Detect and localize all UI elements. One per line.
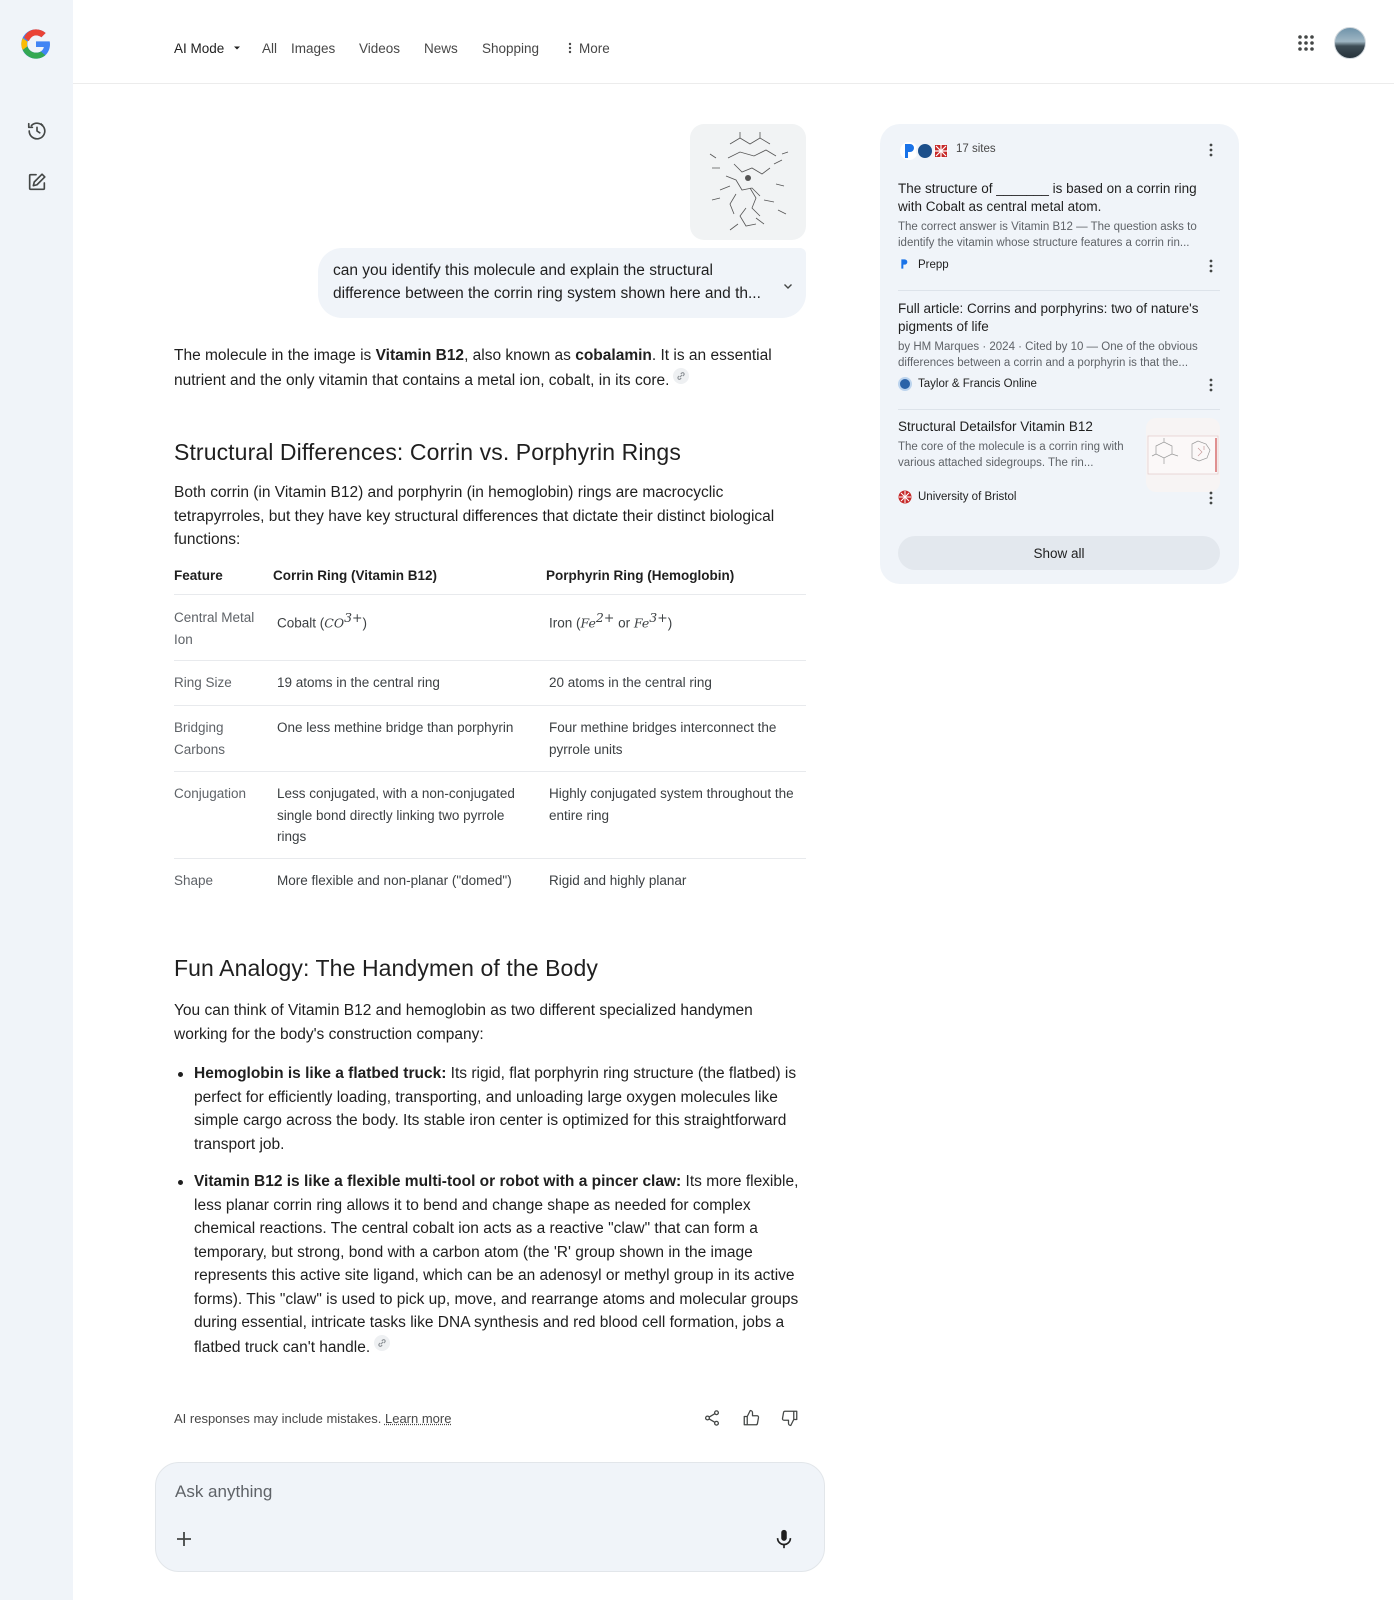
structural-paragraph: Both corrin (in Vitamin B12) and porphyrin (in hemoglobin) rings are macrocyclic tetrapyrroles, but they have key structural differences that dictate their distinct biological functions:: [174, 484, 775, 548]
ai-disclaimer: [174, 1411, 451, 1426]
source-more-icon[interactable]: [1203, 490, 1219, 506]
prepp-small-icon: [898, 258, 910, 270]
cell-text: ): [362, 615, 368, 631]
sources-more-icon[interactable]: [1203, 142, 1219, 158]
tab-all[interactable]: All: [262, 41, 278, 56]
citation-link-icon[interactable]: [374, 1335, 390, 1351]
source-snippet: The correct answer is Vitamin B12 — The question asks to identify the vitamin whose structure features a corrin rin...: [898, 221, 1197, 249]
cell-text: Iron (: [549, 615, 581, 631]
bullet-text: Its rigid, flat porphyrin ring structure (the flatbed) is perfect for efficiently loading, transporting, and unloading large oxygen molecules like simple cargo across the body. Its stable iron center is optimized for this straightforward transport job.: [194, 1065, 797, 1153]
source-snippet: by HM Marques · 2024 · Cited by 10 — One of the obvious differences between a corrin and a porphyrin is that the...: [898, 341, 1198, 369]
show-all-button[interactable]: Show all: [898, 536, 1220, 570]
source-title[interactable]: The structure of _______ is based on a corrin ring with Cobalt as central metal atom.: [898, 181, 1197, 214]
table-cell-porphyrin: Highly conjugated system throughout the entire ring: [549, 786, 794, 823]
bristol-favicon-icon: [932, 142, 950, 160]
cell-text: or: [614, 615, 634, 631]
table-cell-porphyrin: Four methine bridges interconnect the pyrrole units: [549, 720, 777, 757]
source-snippet: The core of the molecule is a corrin ring with various attached sidegroups. The rin...: [898, 441, 1124, 469]
source-site: Taylor & Francis Online: [918, 378, 1037, 390]
table-cell-corrin: [277, 607, 532, 634]
table-row: [174, 858, 806, 903]
source-more-icon[interactable]: [1203, 377, 1219, 393]
chevron-down-icon[interactable]: [782, 280, 794, 292]
list-item: [174, 1170, 806, 1359]
table-row: [174, 705, 806, 771]
caret-down-icon: [232, 43, 242, 53]
table-header-porphyrin: Porphyrin Ring (Hemoglobin): [546, 568, 735, 583]
section-heading-analogy: Fun Analogy: The Handymen of the Body: [174, 955, 598, 981]
user-query-bubble[interactable]: [318, 248, 806, 318]
tab-images[interactable]: Images: [291, 41, 336, 56]
list-item: [174, 1062, 806, 1156]
bullet-bold: Vitamin B12 is like a flexible multi-tool or robot with a pincer claw:: [194, 1173, 682, 1190]
more-vert-icon: [567, 42, 573, 54]
citation-link-icon[interactable]: [673, 368, 689, 384]
avatar[interactable]: [1334, 27, 1366, 59]
new-chat-icon[interactable]: [24, 169, 50, 195]
table-cell-porphyrin: Rigid and highly planar: [549, 873, 687, 888]
table-row: [174, 771, 806, 858]
answer-intro: [174, 344, 806, 392]
intro-text-1: The molecule in the image is: [174, 347, 376, 364]
tab-shopping[interactable]: Shopping: [482, 41, 540, 56]
divider: [898, 290, 1220, 291]
source-title[interactable]: Structural Detailsfor Vitamin B12: [898, 419, 1093, 434]
table-cell-feature: Shape: [174, 873, 214, 888]
source-more-icon[interactable]: [1203, 258, 1219, 274]
bullet-bold: Hemoglobin is like a flatbed truck:: [194, 1065, 447, 1082]
intro-text-2: , also known as: [464, 347, 576, 364]
source-site: Prepp: [918, 259, 949, 271]
sources-panel: [880, 124, 1239, 584]
learn-more-link[interactable]: Learn more: [384, 1411, 452, 1426]
table-cell-corrin: 19 atoms in the central ring: [277, 675, 440, 690]
analogy-paragraph: You can think of Vitamin B12 and hemoglobin as two different specialized handymen working for the body's construction company:: [174, 1002, 753, 1043]
history-icon[interactable]: [24, 118, 50, 144]
math-sup: 3+: [649, 610, 668, 625]
table-cell-corrin: More flexible and non-planar ("domed"): [277, 873, 512, 888]
tab-more[interactable]: [567, 41, 610, 56]
source-site: University of Bristol: [918, 491, 1017, 503]
source-thumbnail-image[interactable]: [1146, 418, 1220, 492]
apps-grid-icon[interactable]: [1296, 33, 1316, 53]
thumbs-down-icon[interactable]: [781, 1409, 801, 1429]
ask-input-box[interactable]: [155, 1462, 825, 1572]
user-query-text: can you identify this molecule and explain the structural difference between the corrin ring system shown here and th...: [333, 262, 761, 302]
divider: [898, 409, 1220, 410]
molecule-image[interactable]: [690, 124, 806, 240]
table-row: [174, 660, 806, 705]
math-fe: Fe: [580, 615, 596, 631]
source-item-prepp[interactable]: [898, 180, 1220, 251]
microphone-icon[interactable]: [773, 1528, 795, 1550]
table-cell-porphyrin: [549, 607, 807, 634]
math-co: CO: [324, 615, 345, 631]
tab-news[interactable]: News: [424, 41, 458, 56]
source-title[interactable]: Full article: Corrins and porphyrins: two of nature's pigments of life: [898, 301, 1199, 334]
intro-bold-cobalamin: cobalamin: [575, 347, 652, 364]
disclaimer-text: AI responses may include mistakes.: [174, 1411, 385, 1426]
intro-text-3: . It is an essential nutrient and the only vitamin that contains a metal ion, cobalt, in its core.: [174, 347, 772, 389]
add-icon[interactable]: [173, 1528, 195, 1550]
tab-videos[interactable]: Videos: [359, 41, 401, 56]
cell-text: Cobalt (: [277, 615, 325, 631]
thumbs-up-icon[interactable]: [742, 1409, 762, 1429]
math-sup: 3+: [344, 610, 363, 625]
table-cell-feature: Bridging Carbons: [174, 720, 226, 757]
table-header-corrin: Corrin Ring (Vitamin B12): [273, 568, 438, 583]
bullet-text: Its more flexible, less planar corrin ring allows it to bend and change shape as needed for complex chemical reactions. The central cobalt ion acts as a reactive "claw" that can form a temporary, but strong, bond with a carbon atom (the 'R' group shown in the image represents this active site ligand, which can be an adenosyl or methyl group in its active forms). This "claw" is used to pick up, move, and rearrange atoms and molecular groups during essential, intricate tasks like DNA synthesis and red blood cell formation, jobs a flatbed truck can't handle.: [194, 1173, 799, 1356]
intro-bold-vitamin: Vitamin B12: [375, 347, 465, 364]
source-item-bristol[interactable]: [898, 418, 1136, 471]
math-sup: 2+: [595, 610, 615, 625]
google-logo-icon[interactable]: [20, 28, 52, 60]
section-heading-structural: Structural Differences: Corrin vs. Porphyrin Rings: [174, 439, 681, 465]
ask-input-placeholder[interactable]: Ask anything: [175, 1482, 273, 1501]
cell-text: ): [667, 615, 673, 631]
taylor-small-icon: [898, 377, 912, 391]
source-item-taylor[interactable]: [898, 300, 1220, 371]
table-cell-feature: Central Metal Ion: [174, 610, 255, 647]
table-cell-corrin: Less conjugated, with a non-conjugated single bond directly linking two pyrrole rings: [277, 786, 515, 844]
table-cell-corrin: One less methine bridge than porphyrin: [277, 720, 514, 735]
table-header-feature: Feature: [174, 568, 223, 583]
share-icon[interactable]: [703, 1409, 723, 1429]
math-fe: Fe: [633, 615, 650, 631]
tab-more-label: More: [579, 41, 610, 56]
table-cell-feature: Conjugation: [174, 786, 247, 801]
table-cell-porphyrin: 20 atoms in the central ring: [549, 675, 712, 690]
table-cell-feature: Ring Size: [174, 675, 232, 690]
analogy-list: [174, 1062, 806, 1359]
tab-ai-mode[interactable]: [174, 41, 242, 56]
tab-ai-mode-label: AI Mode: [174, 41, 225, 56]
sites-count[interactable]: 17 sites: [956, 143, 996, 155]
left-rail: [0, 0, 73, 1600]
table-row: [174, 594, 806, 660]
bristol-small-icon: [898, 490, 912, 504]
